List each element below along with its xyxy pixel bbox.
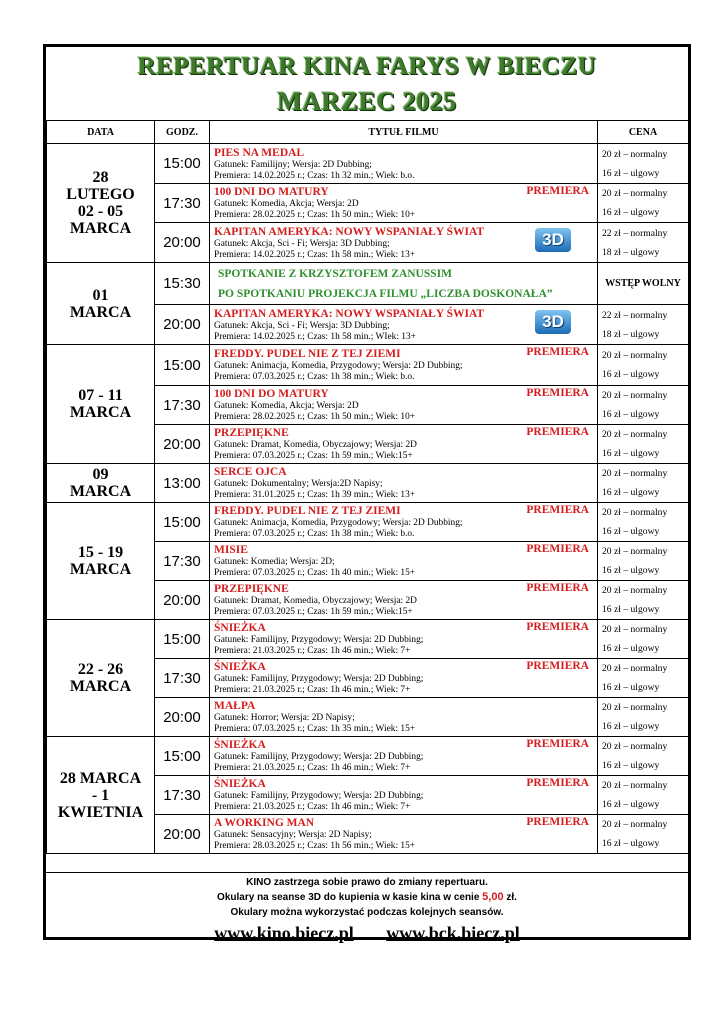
film-cell (210, 737, 598, 776)
premiere-badge: PREMIERA (526, 543, 589, 555)
film-title: ŚNIEŻKA (214, 739, 266, 751)
film-cell (210, 620, 598, 659)
page-subtitle: MARZEC 2025 (277, 87, 457, 116)
price-reduced: 16 zł – ulgowy (602, 167, 660, 179)
film-genre-version: Gatunek: Dokumentalny; Wersja:2D Napisy; (214, 479, 383, 489)
film-title: PIES NA MEDAL (214, 146, 305, 159)
film-genre-version: Gatunek: Familijny, Przygodowy; Wersja: 2D Dubbing; (214, 674, 424, 684)
premiere-badge: PREMIERA (526, 621, 589, 633)
event-title: SPOTKANIE Z KRZYSZTOFEM ZANUSSIM (218, 268, 452, 280)
film-title: ŚNIEŻKA (214, 778, 266, 790)
showtime: 20:00 (155, 305, 210, 345)
showtime: 20:00 (155, 698, 210, 737)
film-premiere-info: Premiera: 14.02.2025 r.; Czas: 1h 58 min.; Wiek: 13+ (214, 249, 416, 260)
price-cell (598, 184, 689, 223)
schedule-rows (47, 144, 689, 854)
film-premiere-info: Premiera: 14.02.2025 r.; Czas: 1h 58 min.; WIek: 13+ (214, 331, 416, 342)
film-genre-version: Gatunek: Familijny, Przygodowy; Wersja: 2D Dubbing; (214, 752, 424, 762)
date-cell (47, 620, 155, 737)
film-title: MAŁPA (214, 700, 256, 712)
film-cell (210, 659, 598, 698)
film-title: KAPITAN AMERYKA: NOWY WSPANIAŁY ŚWIAT (214, 307, 485, 320)
date-line: MARCA (69, 404, 132, 421)
price-normal: 20 zł – normalny (602, 468, 668, 479)
film-premiere-info: Premiera: 28.02.2025 r.; Czas: 1h 50 min.; Wiek: 10+ (214, 210, 416, 220)
film-genre-version: Gatunek: Sensacyjny; Wersja: 2D Napisy; (214, 830, 372, 840)
date-line: - 1 (91, 786, 110, 804)
film-cell (210, 815, 598, 854)
price-reduced: 18 zł – ulgowy (602, 246, 660, 258)
price-normal: 20 zł – normalny (602, 663, 668, 674)
page-title: REPERTUAR KINA FARYS W BIECZU (137, 53, 597, 80)
film-genre-version: Gatunek: Komedia; Wersja: 2D; (214, 557, 335, 567)
film-cell (210, 386, 598, 425)
date-cell (47, 737, 155, 854)
price-normal: 20 zł – normalny (602, 585, 668, 596)
film-title: PRZEPIĘKNE (214, 583, 289, 595)
film-title: SERCE OJCA (214, 466, 287, 478)
table-row (47, 263, 689, 305)
showtime: 15:00 (155, 144, 210, 184)
film-cell (210, 503, 598, 542)
link-bck[interactable]: www.bck.biecz.pl (386, 923, 520, 943)
film-title: 100 DNI DO MATURY (214, 388, 329, 400)
table-row (47, 144, 689, 184)
film-premiere-info: Premiera: 28.03.2025 r.; Czas: 1h 56 min.; Wiek: 15+ (214, 841, 416, 851)
column-header-film: TYTUŁ FILMU (210, 121, 598, 144)
price-cell (598, 345, 689, 386)
date-line: MARCA (69, 678, 132, 695)
price-normal: 20 zł – normalny (602, 624, 668, 635)
price-cell (598, 386, 689, 425)
showtime: 17:30 (155, 776, 210, 815)
price-reduced: 16 zł – ulgowy (602, 565, 660, 576)
date-line: 02 - 05 (77, 203, 124, 220)
film-genre-version: Gatunek: Familijny, Przygodowy; Wersja: 2D Dubbing; (214, 635, 424, 645)
date-line: 07 - 11 (78, 387, 123, 404)
price-reduced: 16 zł – ulgowy (602, 526, 660, 537)
showtime: 15:00 (155, 345, 210, 386)
price-normal: 20 zł – normalny (602, 819, 668, 830)
date-cell (47, 345, 155, 464)
showtime: 17:30 (155, 386, 210, 425)
3d-badge-icon: 3D (535, 310, 571, 334)
film-genre-version: Gatunek: Animacja, Komedia, Przygodowy; Wersja: 2D Dubbing; (214, 518, 463, 528)
showtime: 17:30 (155, 542, 210, 581)
premiere-badge: PREMIERA (526, 426, 589, 438)
date-line: 28 (92, 169, 109, 186)
table-row (47, 737, 689, 776)
price-normal: 22 zł – normalny (602, 227, 668, 239)
film-premiere-info: Premiera: 21.03.2025 r.; Czas: 1h 46 min.; Wiek: 7+ (214, 685, 411, 695)
film-cell (210, 305, 598, 345)
premiere-badge: PREMIERA (526, 185, 589, 197)
premiere-badge: PREMIERA (526, 582, 589, 594)
price-cell (598, 263, 689, 305)
price-reduced: 16 zł – ulgowy (602, 604, 660, 615)
showtime: 17:30 (155, 184, 210, 223)
film-genre-version: Gatunek: Dramat, Komedia, Obyczajowy; Wersja: 2D (214, 440, 417, 450)
premiere-badge: PREMIERA (526, 777, 589, 789)
film-cell (210, 425, 598, 464)
price-normal: 20 zł – normalny (602, 741, 668, 752)
showtime: 20:00 (155, 815, 210, 854)
date-line: 28 MARCA (59, 769, 142, 787)
free-entry-label: WSTĘP WOLNY (605, 278, 681, 289)
film-title: 100 DNI DO MATURY (214, 186, 329, 198)
showtime: 20:00 (155, 223, 210, 263)
film-genre-version: Gatunek: Akcja, Sci - Fi; Wersja: 3D Dubbing; (214, 320, 390, 331)
showtime: 15:00 (155, 737, 210, 776)
film-cell (210, 698, 598, 737)
table-row (47, 464, 689, 503)
price-reduced: 16 zł – ulgowy (602, 682, 660, 693)
table-row (47, 620, 689, 659)
film-premiere-info: Premiera: 28.02.2025 r.; Czas: 1h 50 min.; Wiek: 10+ (214, 412, 416, 422)
showtime: 20:00 (155, 425, 210, 464)
price-normal: 22 zł – normalny (602, 309, 668, 321)
price-cell (598, 305, 689, 345)
showtime: 13:00 (155, 464, 210, 503)
date-cell (47, 464, 155, 503)
glasses-price: 5,00 (482, 891, 504, 903)
film-cell (210, 542, 598, 581)
price-cell (598, 425, 689, 464)
premiere-badge: PREMIERA (526, 387, 589, 399)
film-title: PRZEPIĘKNE (214, 427, 289, 439)
price-cell (598, 737, 689, 776)
price-reduced: 18 zł – ulgowy (602, 328, 660, 340)
price-normal: 20 zł – normalny (602, 188, 668, 199)
film-genre-version: Gatunek: Komedia, Akcja; Wersja: 2D (214, 199, 359, 209)
film-genre-version: Gatunek: Dramat, Komedia, Obyczajowy; Wersja: 2D (214, 596, 417, 606)
column-header-time: GODZ. (155, 121, 210, 144)
price-reduced: 16 zł – ulgowy (602, 369, 660, 380)
price-cell (598, 464, 689, 503)
date-line: MARCA (69, 220, 132, 237)
film-cell (210, 581, 598, 620)
film-cell (210, 223, 598, 263)
film-title: MISIE (214, 544, 248, 556)
table-row (47, 503, 689, 542)
date-cell (47, 144, 155, 263)
date-line: MARCA (69, 483, 132, 500)
film-title: ŚNIEŻKA (214, 622, 266, 634)
price-reduced: 16 zł – ulgowy (602, 207, 660, 218)
film-title: FREDDY. PUDEL NIE Z TEJ ZIEMI (214, 348, 401, 360)
film-title: KAPITAN AMERYKA: NOWY WSPANIAŁY ŚWIAT (214, 225, 485, 238)
film-genre-version: Gatunek: Akcja, Sci - Fi; Wersja: 3D Dubbing; (214, 238, 390, 249)
price-cell (598, 223, 689, 263)
price-reduced: 16 zł – ulgowy (602, 487, 660, 498)
price-normal: 20 zł – normalny (602, 780, 668, 791)
price-reduced: 16 zł – ulgowy (602, 799, 660, 810)
premiere-badge: PREMIERA (526, 346, 589, 358)
premiere-badge: PREMIERA (526, 504, 589, 516)
film-premiere-info: Premiera: 07.03.2025 r.; Czas: 1h 59 min.; Wiek:15+ (214, 607, 413, 617)
price-cell (598, 659, 689, 698)
price-cell (598, 620, 689, 659)
showtime: 15:00 (155, 503, 210, 542)
film-premiere-info: Premiera: 21.03.2025 r.; Czas: 1h 46 min.; Wiek: 7+ (214, 802, 411, 812)
film-title: ŚNIEŻKA (214, 661, 266, 673)
film-premiere-info: Premiera: 21.03.2025 r.; Czas: 1h 46 min.; Wiek: 7+ (214, 763, 411, 773)
film-cell (210, 464, 598, 503)
film-cell (210, 144, 598, 184)
price-cell (598, 698, 689, 737)
footer-note-reuse: Okulary można wykorzystać podczas kolejnych seansów. (230, 907, 504, 918)
film-genre-version: Gatunek: Familijny; Wersja: 2D Dubbing; (214, 159, 372, 170)
film-genre-version: Gatunek: Komedia, Akcja; Wersja: 2D (214, 401, 359, 411)
price-reduced: 16 zł – ulgowy (602, 838, 660, 849)
film-premiere-info: Premiera: 07.03.2025 r.; Czas: 1h 38 min.; Wiek: b.o. (214, 372, 415, 382)
film-title: FREDDY. PUDEL NIE Z TEJ ZIEMI (214, 505, 401, 517)
film-cell (210, 184, 598, 223)
price-reduced: 16 zł – ulgowy (602, 721, 660, 732)
column-header-price: CENA (598, 121, 689, 144)
price-normal: 20 zł – normalny (602, 546, 668, 557)
price-cell (598, 542, 689, 581)
price-normal: 20 zł – normalny (602, 429, 668, 440)
showtime: 15:30 (155, 263, 210, 305)
film-cell (210, 345, 598, 386)
price-normal: 20 zł – normalny (602, 702, 668, 713)
film-cell (210, 776, 598, 815)
price-reduced: 16 zł – ulgowy (602, 643, 660, 654)
date-line: MARCA (69, 561, 132, 578)
film-premiere-info: Premiera: 21.03.2025 r.; Czas: 1h 46 min.; Wiek: 7+ (214, 646, 411, 656)
film-title: A WORKING MAN (214, 817, 315, 829)
showtime: 17:30 (155, 659, 210, 698)
date-cell (47, 263, 155, 345)
3d-badge-icon: 3D (535, 228, 571, 252)
schedule-table (46, 120, 689, 854)
footer-note-glasses: Okulary na seanse 3D do kupienia w kasie kina w cenie 5,00 zł. (217, 891, 517, 903)
date-line: 01 (92, 286, 109, 304)
price-reduced: 16 zł – ulgowy (602, 760, 660, 771)
film-premiere-info: Premiera: 07.03.2025 r.; Czas: 1h 35 min.; Wiek: 15+ (214, 724, 416, 734)
price-reduced: 16 zł – ulgowy (602, 448, 660, 459)
film-premiere-info: Premiera: 07.03.2025 r.; Czas: 1h 59 min.; Wiek:15+ (214, 451, 413, 461)
price-cell (598, 815, 689, 854)
footer-links (46, 923, 688, 943)
film-cell (210, 263, 598, 305)
film-premiere-info: Premiera: 07.03.2025 r.; Czas: 1h 38 min.; Wiek: b.o. (214, 529, 415, 539)
price-normal: 20 zł – normalny (602, 350, 668, 361)
price-reduced: 16 zł – ulgowy (602, 409, 660, 420)
showtime: 15:00 (155, 620, 210, 659)
event-subtitle: PO SPOTKANIU PROJEKCJA FILMU „LICZBA DOSKONAŁA” (218, 288, 553, 300)
date-line: 22 - 26 (77, 661, 124, 678)
film-genre-version: Gatunek: Familijny, Przygodowy; Wersja: 2D Dubbing; (214, 791, 424, 801)
date-cell (47, 503, 155, 620)
date-line: 15 - 19 (77, 544, 124, 561)
film-genre-version: Gatunek: Horror; Wersja: 2D Napisy; (214, 713, 355, 723)
premiere-badge: PREMIERA (526, 660, 589, 672)
film-premiere-info: Premiera: 14.02.2025 r.; Czas: 1h 32 min.; Wiek: b.o. (214, 170, 415, 181)
link-kino[interactable]: www.kino.biecz.pl (214, 923, 354, 943)
price-normal: 20 zł – normalny (602, 148, 668, 160)
table-row (47, 345, 689, 386)
date-line: LUTEGO (66, 186, 135, 203)
repertoire-sheet (43, 44, 691, 943)
film-genre-version: Gatunek: Animacja, Komedia, Przygodowy; Wersja: 2D Dubbing; (214, 361, 463, 371)
column-header-date: DATA (47, 121, 155, 144)
price-normal: 20 zł – normalny (602, 390, 668, 401)
price-normal: 20 zł – normalny (602, 507, 668, 518)
price-cell (598, 503, 689, 542)
price-cell (598, 581, 689, 620)
date-line: 09 (92, 466, 109, 483)
film-premiere-info: Premiera: 07.03.2025 r.; Czas: 1h 40 min.; Wiek: 15+ (214, 568, 416, 578)
footer-note-rights: KINO zastrzega sobie prawo do zmiany repertuaru. (246, 877, 488, 888)
film-premiere-info: Premiera: 31.01.2025 r.; Czas: 1h 39 min.; Wiek: 13+ (214, 490, 416, 500)
price-cell (598, 776, 689, 815)
footer-notes (46, 872, 688, 943)
premiere-badge: PREMIERA (526, 816, 589, 828)
price-cell (598, 144, 689, 184)
date-line: MARCA (69, 303, 132, 321)
date-line: KWIETNIA (57, 803, 144, 821)
showtime: 20:00 (155, 581, 210, 620)
premiere-badge: PREMIERA (526, 738, 589, 750)
